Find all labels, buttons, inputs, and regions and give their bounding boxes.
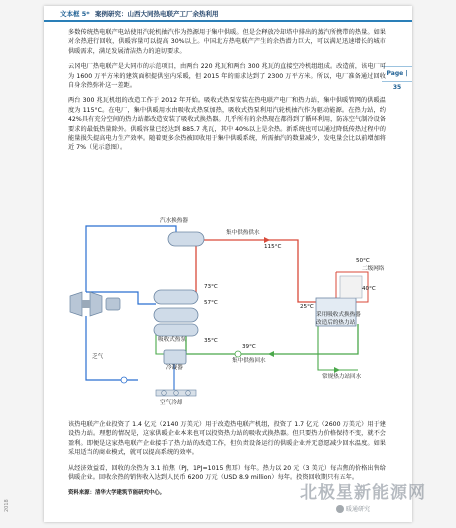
label-t-115: 115°C (264, 244, 282, 250)
arrow-supply (264, 237, 270, 243)
paragraph-5: 从经济效益看，回收的余热为 3.1 拍焦（PJ，1PJ=1015 焦耳）每年。热力以 20 元（3 美元）每吉焦的价格出售给供暖企业。回收余热的销售收入达到人民币 6200 万元（USD 8.9 million）每年。投资回收期只有五年。 (68, 464, 386, 482)
intro-text (68, 28, 386, 159)
condenser-shape (164, 350, 186, 364)
label-t-40: 40°C (362, 286, 376, 292)
heat-pump-tank-1 (154, 290, 198, 304)
label-exhaust-steam: 乏气 (92, 354, 104, 360)
label-t-25: 25°C (300, 304, 314, 310)
watermark-text: 北极星新能源网 (300, 483, 426, 503)
label-regular-station-return: 常规热力站回水 (322, 374, 362, 380)
wechat-icon (336, 505, 344, 513)
paragraph-3: 两台 300 兆瓦机组的改造工作于 2012 年开始。吸收式热泵安装在热电联产电厂和热力站，集中供暖管网的供暖温度为 115°C。在电厂，集中供暖用水由吸收式热泵加热，吸收式热泵利用汽轮机抽汽作为驱动能源。在热力站，约 42%具有充分空间的热力站都改造安装了吸收式换热器。几乎所有的余热现在都得到了循环利用，防冻空气制冷设备要求的最低热量除外。供暖容量已经达到 885.7 兆瓦，其中 40%以上是余热。新系统也可以通过降低传热过程中的能量损失提高电力生产效率。随着更多余热被回收用于集中供暖系统，所需抽汽的数量减少，发电量会比以前增加将近 7%（见示意图）。 (68, 97, 386, 152)
turbine-shape (70, 292, 102, 316)
label-air-cooling: 空气冷却 (160, 400, 183, 406)
supply-pipe (196, 240, 318, 302)
source-note: 资料来源：清华大学建筑节能研究中心。 (68, 490, 166, 497)
header-title: 案例研究：山西大同热电联产工厂余热利用 (94, 10, 219, 18)
arrow-return (268, 351, 274, 357)
page-header (44, 6, 412, 22)
watermark (300, 478, 456, 524)
paragraph-4: 该热电联产企业投资了 1.4 亿元（2140 万美元）用于改造热电联产机组，投资了 1.7 亿元（2600 万美元）用于建设热力站。理想的情况是，这家供暖企业本来也可以投资热力站的吸收式换热器。但只要热力价格保持不变，就不会盈利。即便是这家热电联产企业接手了热力站的改造工作，但负责设备运行的供暖企业并无意愿减少回水温度。如果采用适当的商业模式，就可以提高系统的效率。 (68, 421, 386, 457)
steam-pipe (86, 226, 176, 292)
generator-shape (106, 298, 120, 310)
exhaust-pipe (86, 316, 138, 380)
label-absorption-heat-pump: 吸收式热泵 (158, 337, 186, 343)
air-cooling-fans (156, 390, 196, 396)
station-return-pipe (318, 324, 358, 370)
paragraph-1: 多数传统热电联产电站使用汽轮机抽汽作为热源用于集中供暖。但是会释放冷却塔中排出的蒸汽所携带的热量。如果对余热进行回收，供暖容量可以提高 30%以上。中国北方热电联产产生的余热潜力巨大，可以满足迅速增长的城市供暖需求，满足发展清洁热力的迫切要求。 (68, 29, 386, 55)
document-page (44, 6, 412, 522)
pump-1 (235, 351, 241, 357)
arrow-regular-return (334, 367, 340, 373)
heat-recovery-diagram (68, 220, 388, 416)
header-series: 文本框 5* (60, 10, 90, 18)
label-t-57: 57°C (204, 300, 218, 306)
label-heat-network-return: 集中供热回水 (232, 358, 266, 364)
heat-pump-tank-3 (154, 324, 198, 336)
label-retrofit-station: 改造后的热力站 (316, 320, 356, 326)
secondary-radiator (340, 276, 362, 298)
label-secondary-network: 二级网络 (362, 266, 385, 272)
watermark-sub: 暖通研究 (346, 506, 371, 513)
paragraph-2: 云冈电厂热电联产是大同市的示范项目，由两台 220 兆瓦和两台 300 兆瓦的直接空冷机组组成。改造前，该电厂可为 1600 万平方米的建筑面积提供室内采暖，但 2015 年的需求达到了 2300 万平方米。所以，电厂准备通过回收自身余热弥补这一差距。 (68, 63, 386, 90)
label-t-35: 35°C (204, 338, 218, 344)
label-extraction-exchanger: 汽水换热器 (160, 218, 188, 224)
heat-pump-tank-2 (154, 308, 198, 322)
label-absorption-exchanger: 采用吸收式换热器 (316, 312, 361, 318)
label-t-73: 73°C (204, 284, 218, 290)
label-condenser: 冷凝器 (166, 365, 183, 371)
label-t-39: 39°C (242, 344, 256, 350)
margin-year: 2018 (4, 499, 10, 512)
extraction-exchanger-shape (168, 232, 204, 246)
label-t-50-top: 50°C (356, 258, 370, 264)
pump-2 (121, 377, 127, 383)
label-heat-network-supply: 集中供热供水 (226, 230, 260, 236)
page-number-tab: Page | 35 (382, 66, 412, 82)
